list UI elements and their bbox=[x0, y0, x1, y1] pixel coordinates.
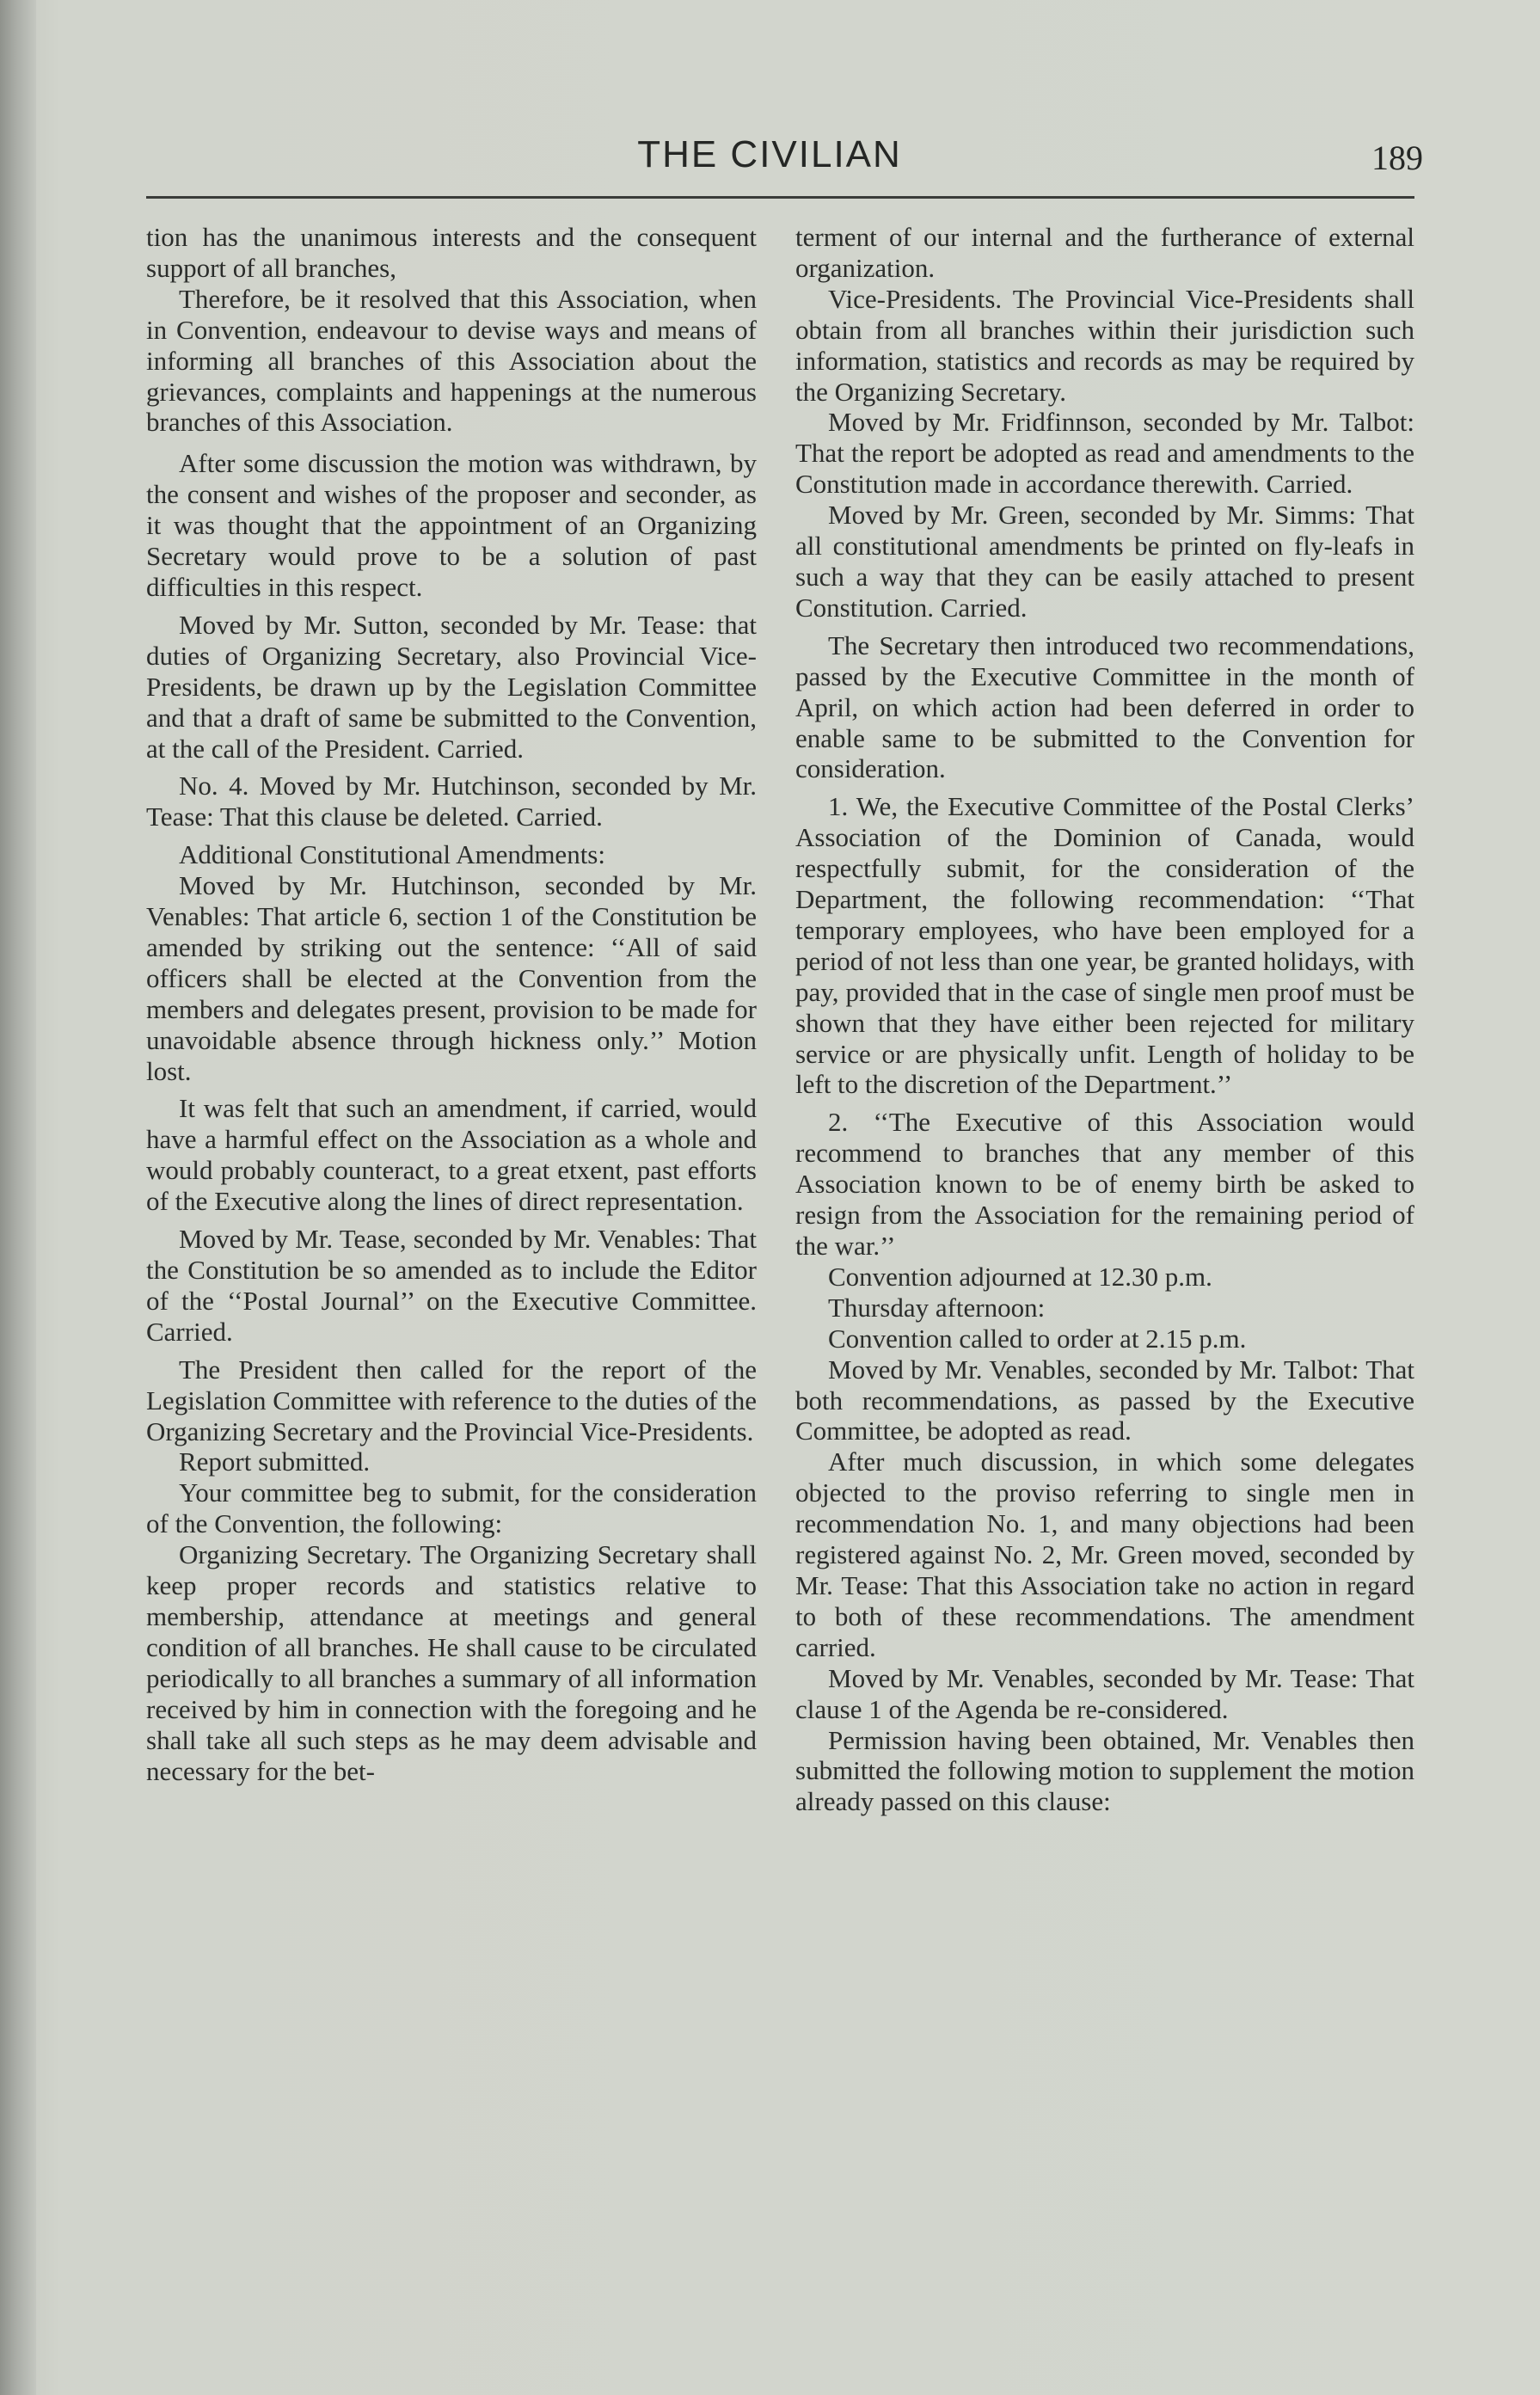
paragraph: The Secretary then introduced two recommendations, passed by the Executive Committee in the month of April, on which action had been deferred in order to enable same to be submitted to the Convention for consideration. bbox=[795, 629, 1414, 784]
paragraph: Thursday afternoon: bbox=[828, 1292, 1046, 1323]
paragraph: After much discussion, in which some delegates objected to the proviso referring to single men in recommendation No. 1, and many objections had been registered against No. 2, Mr. Green moved, seconded by Mr. Tease: That this Association take no action in regard to both of these recommendations. The amendment carried. bbox=[795, 1446, 1414, 1662]
paragraph: Moved by Mr. Fridfinnson, seconded by Mr. Talbot: That the report be adopted as read and amendments to the Constitution made in accordance therewith. Carried. bbox=[795, 407, 1414, 500]
paragraph: Moved by Mr. Green, seconded by Mr. Simms: That all constitutional amendments be printed on fly-leafs in such a way that they can be easily attached to present Constitution. Carried. bbox=[795, 500, 1414, 623]
paragraph: Moved by Mr. Hutchinson, seconded by Mr. Venables: That article 6, section 1 of the Constitution be amended by striking out the sentence: ‘‘All of said officers shall be elected at the Convention from the members and delegates present, provision to be made for unavoidable absence through hickness only.’’ Motion lost. bbox=[146, 870, 757, 1086]
paragraph: Convention adjourned at 12.30 p.m. bbox=[828, 1261, 1212, 1292]
left-column bbox=[146, 222, 757, 1786]
paragraph: Your committee beg to submit, for the consideration of the Convention, the following: bbox=[146, 1477, 757, 1539]
paragraph: Moved by Mr. Venables, seconded by Mr. Tease: That clause 1 of the Agenda be re-considered. bbox=[795, 1662, 1414, 1724]
binding-shadow bbox=[0, 0, 36, 2395]
header-rule bbox=[146, 196, 1414, 199]
paragraph: Therefore, be it resolved that this Association, when in Convention, endeavour to devise ways and means of informing all branches of this Association about the grievances, complaints and happenings at the numerous branches of this Association. bbox=[146, 283, 757, 438]
paragraph: Report submitted. bbox=[179, 1446, 371, 1477]
right-column bbox=[795, 222, 1414, 1817]
paragraph: Organizing Secretary. The Organizing Secretary shall keep proper records and statistics relative to membership, attendance at meetings and general condition of all branches. He shall cause to be circulated periodically to all branches a summary of all information received by him in connection with the foregoing and he shall take all such steps as he may deem advisable and necessary for the bet- bbox=[146, 1539, 757, 1786]
paragraph: 1. We, the Executive Committee of the Postal Clerks’ Association of the Dominion of Canada, would respectfully submit, for the consideration of the Department, the following recommendation: ‘‘That temporary employees, who have been employed for a period of not less than one year, be granted holidays, with pay, provided that in the case of single men proof must be shown that they have either been rejected for military service or are physically unfit. Length of holiday to be left to the discretion of the Department.’’ bbox=[795, 791, 1414, 1100]
paragraph: terment of our internal and the furtherance of external organization. bbox=[795, 222, 1414, 283]
page-number: 189 bbox=[1371, 138, 1423, 177]
paragraph: Moved by Mr. Venables, seconded by Mr. Talbot: That both recommendations, as passed by the Executive Committee, be adopted as read. bbox=[795, 1354, 1414, 1446]
paragraph: Convention called to order at 2.15 p.m. bbox=[828, 1323, 1247, 1354]
paragraph: After some discussion the motion was withdrawn, by the consent and wishes of the proposer and seconder, as it was thought that the appointment of an Organizing Secretary would prove to be a solution of past difficulties in this respect. bbox=[146, 448, 757, 602]
running-title: THE CIVILIAN bbox=[637, 133, 902, 175]
paragraph: Moved by Mr. Tease, seconded by Mr. Venables: That the Constitution be so amended as to include the Editor of the ‘‘Postal Journal’’ on the Executive Committee. Carried. bbox=[146, 1224, 757, 1347]
paragraph: Additional Constitutional Amendments: bbox=[179, 839, 605, 870]
paragraph: 2. ‘‘The Executive of this Association would recommend to branches that any member of this Association known to be of enemy birth be asked to resign from the Association for the remaining period of the war.’’ bbox=[795, 1107, 1414, 1261]
paragraph: tion has the unanimous interests and the consequent support of all branches, bbox=[146, 222, 757, 283]
paragraph: Vice-Presidents. The Provincial Vice-Presidents shall obtain from all branches within their jurisdiction such information, statistics and records as may be required by the Organizing Secretary. bbox=[795, 283, 1414, 407]
paragraph: No. 4. Moved by Mr. Hutchinson, seconded by Mr. Tease: That this clause be deleted. Carried. bbox=[146, 771, 757, 832]
paragraph: It was felt that such an amendment, if carried, would have a harmful effect on the Association as a whole and would probably counteract, to a great etxent, past efforts of the Executive along the lines of direct representation. bbox=[146, 1093, 757, 1217]
paragraph: Permission having been obtained, Mr. Venables then submitted the following motion to supplement the motion already passed on this clause: bbox=[795, 1724, 1414, 1817]
paragraph: Moved by Mr. Sutton, seconded by Mr. Tease: that duties of Organizing Secretary, also Provincial Vice-Presidents, be drawn up by the Legislation Committee and that a draft of same be submitted to the Convention, at the call of the President. Carried. bbox=[146, 609, 757, 764]
paragraph: The President then called for the report of the Legislation Committee with reference to the duties of the Organizing Secretary and the Provincial Vice-Presidents. bbox=[146, 1354, 757, 1446]
